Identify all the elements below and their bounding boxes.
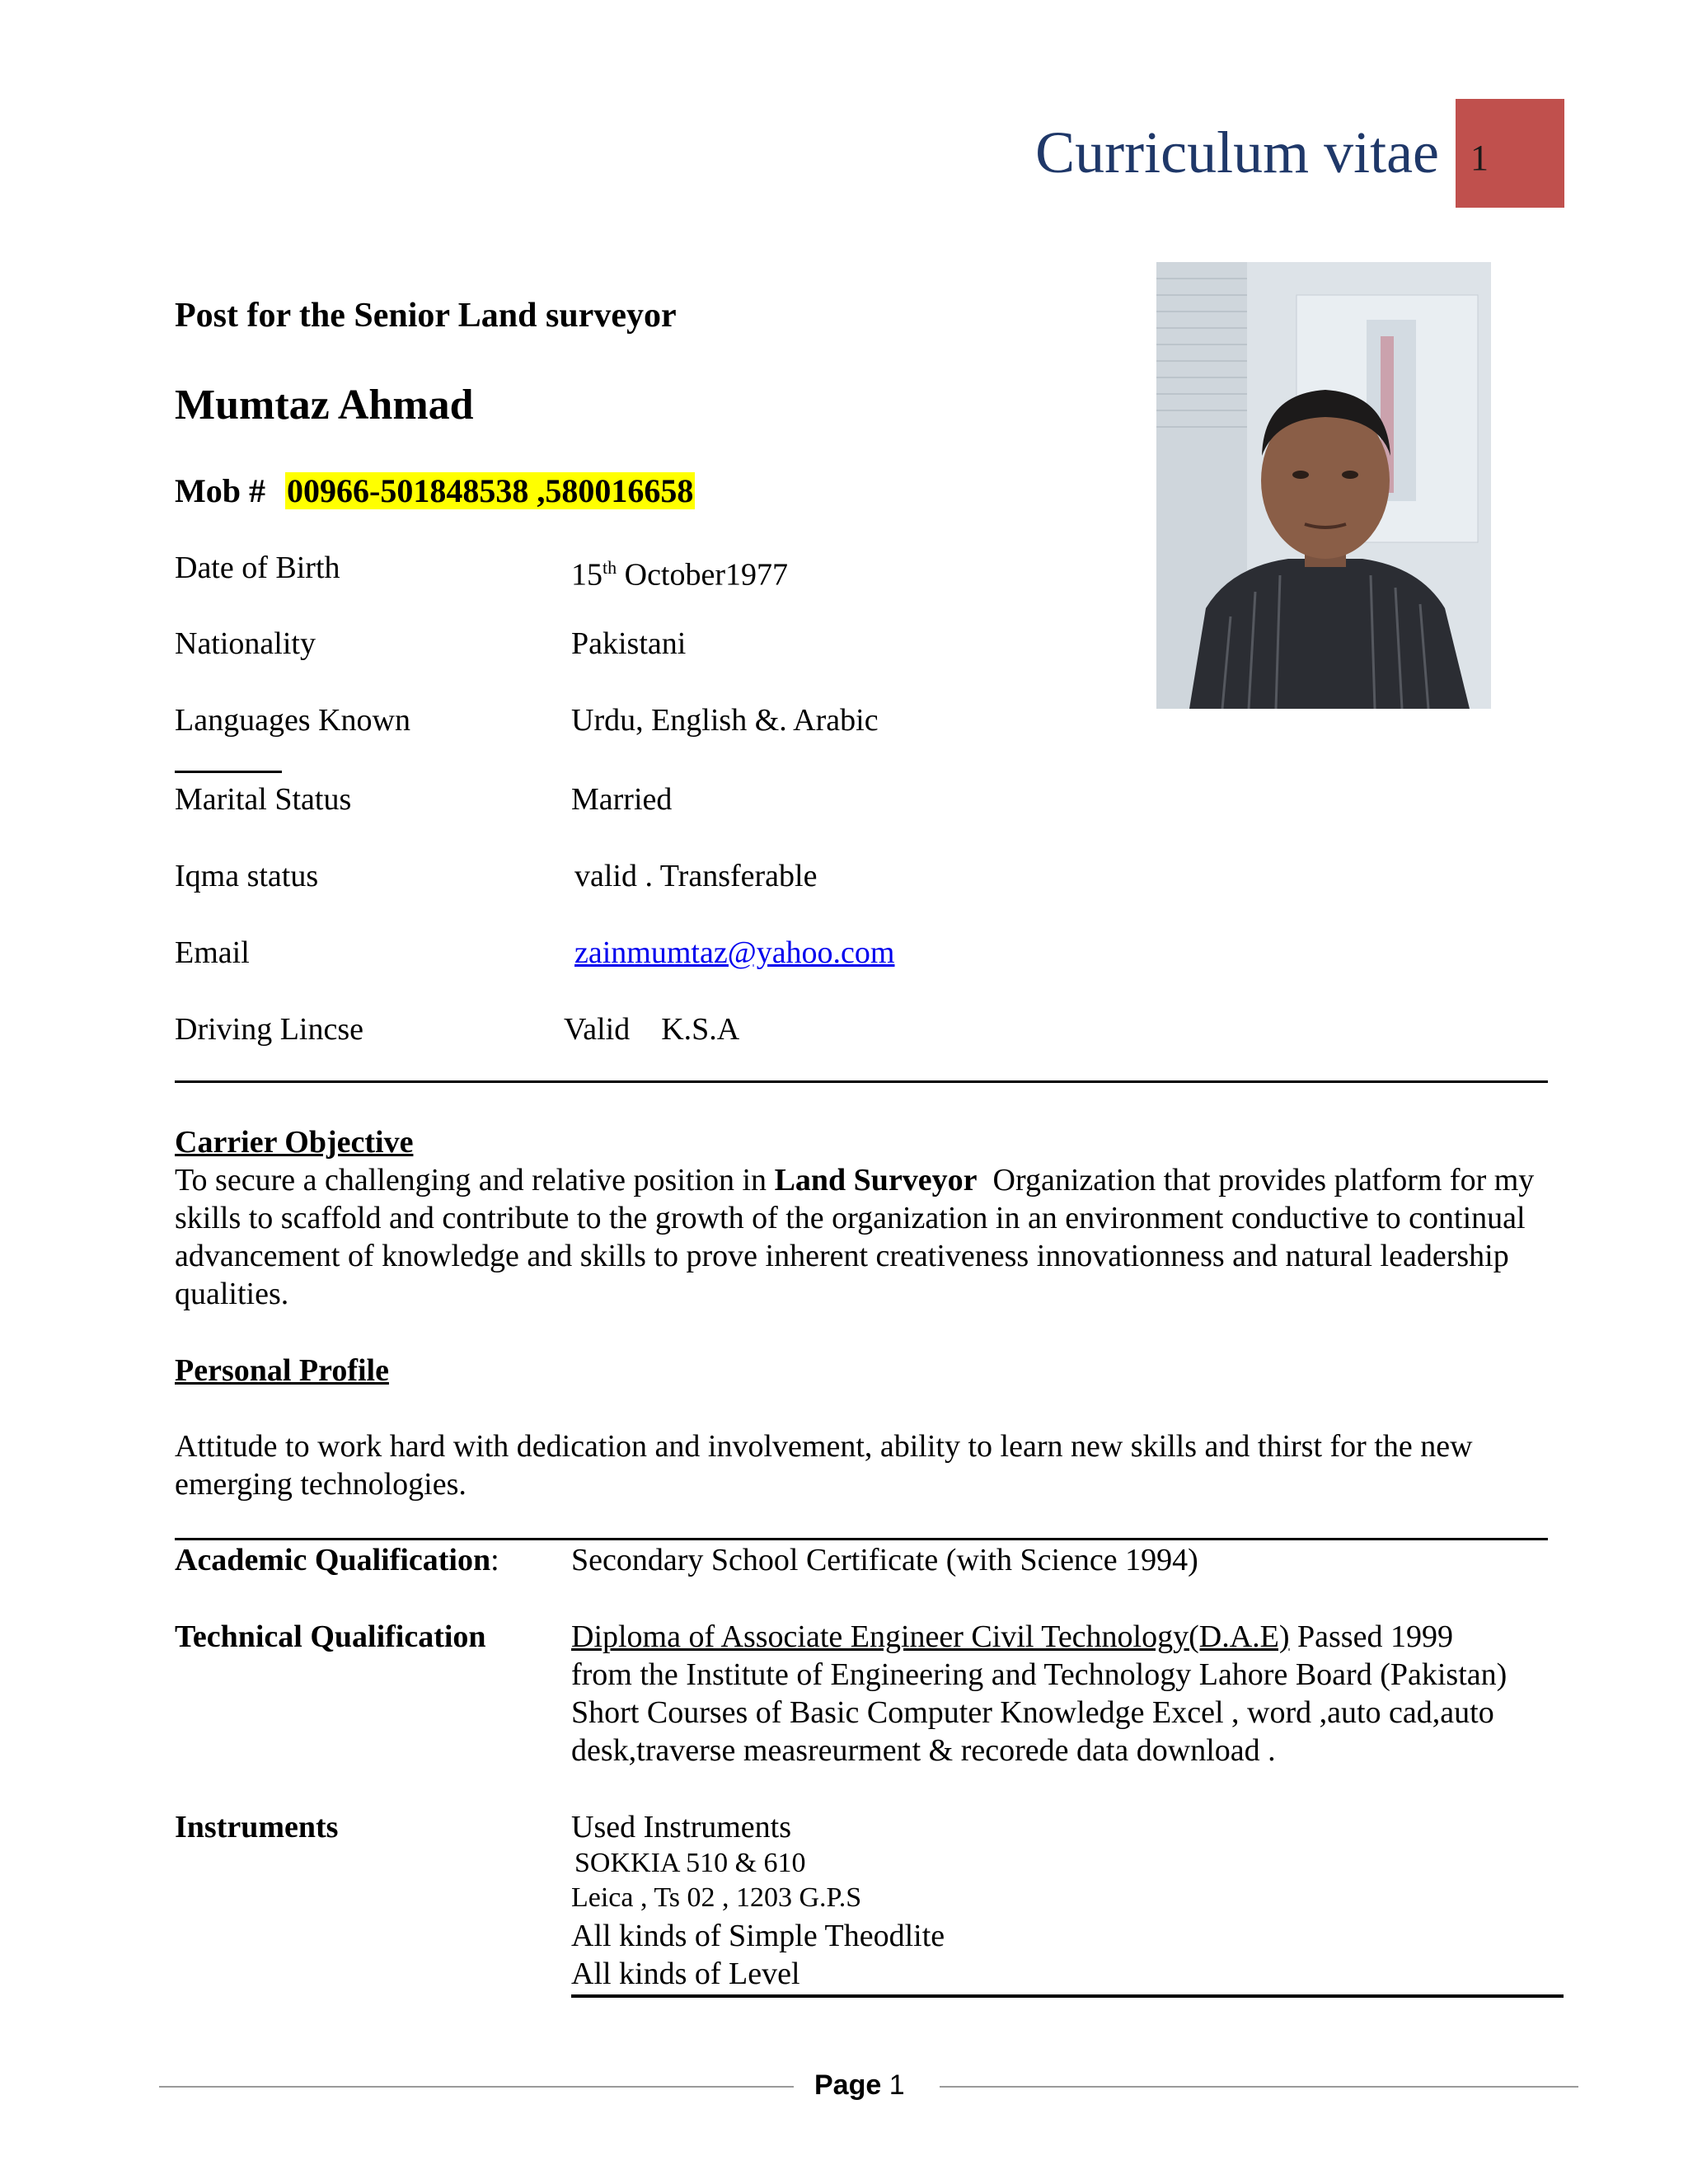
profile-heading: Personal Profile [175, 1353, 389, 1388]
qualification-divider [175, 1538, 1548, 1540]
email-label: Email [175, 935, 250, 970]
dob-label: Date of Birth [175, 551, 340, 585]
driving-label: Driving Lincse [175, 1012, 364, 1047]
mobile-label: Mob # [175, 472, 265, 509]
short-divider [175, 771, 282, 773]
marital-value: Married [571, 782, 673, 817]
dob-suffix: th [603, 557, 617, 578]
driving-value: Valid K.S.A [564, 1012, 740, 1047]
instrument-item: Leica , Ts 02 , 1203 G.P.S [571, 1882, 862, 1913]
academic-colon: : [490, 1543, 499, 1577]
languages-label: Languages Known [175, 703, 410, 738]
post-title: Post for the Senior Land surveyor [175, 297, 677, 335]
technical-line-4: desk,traverse measreurment & recorede data download . [571, 1733, 1276, 1768]
objective-text-bold: Land Surveyor [774, 1163, 978, 1197]
technical-line-1 [571, 1618, 1453, 1656]
footer-page-number: 1 [889, 2069, 905, 2101]
instrument-item: All kinds of Level [571, 1957, 800, 1991]
dob-month-year: October1977 [617, 557, 789, 593]
email-link[interactable]: zainmumtaz@yahoo.com [574, 935, 895, 970]
technical-line-3: Short Courses of Basic Computer Knowledge Excel , word ,auto cad,auto [571, 1695, 1494, 1730]
technical-label: Technical Qualification [175, 1619, 486, 1654]
objective-text-start: To secure a challenging and relative position in [175, 1163, 775, 1197]
nationality-label: Nationality [175, 626, 316, 661]
technical-line-2: from the Institute of Engineering and Technology Lahore Board (Pakistan) [571, 1657, 1507, 1692]
mobile-line [175, 471, 695, 511]
mobile-number: 00966-501848538 ,580016658 [287, 472, 694, 509]
iqma-label: Iqma status [175, 859, 319, 893]
nationality-value: Pakistani [571, 626, 687, 661]
academic-label-line [175, 1541, 499, 1579]
profile-photo [1156, 262, 1491, 709]
academic-value: Secondary School Certificate (with Science 1994) [571, 1543, 1198, 1577]
objective-heading: Carrier Objective [175, 1125, 414, 1160]
page-number-box-text: 1 [1470, 138, 1489, 178]
diploma-passed: Passed 1999 [1289, 1619, 1453, 1654]
instruments-divider [571, 1994, 1564, 1998]
dob-value [571, 549, 788, 594]
footer-page-word: Page [814, 2069, 882, 2101]
dob-day: 15 [571, 557, 603, 593]
marital-label: Marital Status [175, 782, 352, 817]
section-divider [175, 1080, 1548, 1083]
footer-page-label [814, 2067, 905, 2103]
instrument-item: SOKKIA 510 & 610 [574, 1848, 806, 1878]
instruments-label: Instruments [175, 1810, 339, 1844]
candidate-name: Mumtaz Ahmad [175, 382, 474, 429]
objective-text-end: Organization that provides platform for my skills to scaffold and contribute to the growth of the organization in an environment conductive to continual advancement of knowledge and skills to prove inherent creativeness innovationness and natural leadership qualities. [175, 1163, 1542, 1311]
document-title: Curriculum vitae [1035, 120, 1439, 185]
academic-label: Academic Qualification [175, 1543, 491, 1577]
footer-rule-right [940, 2086, 1578, 2088]
languages-value: Urdu, English &. Arabic [571, 703, 879, 738]
page-number-box [1456, 99, 1564, 208]
instrument-item: All kinds of Simple Theodlite [571, 1919, 945, 1953]
objective-text [175, 1161, 1576, 1313]
instruments-heading: Used Instruments [571, 1810, 792, 1844]
diploma-title: Diploma of Associate Engineer Civil Technology(D.A.E) [571, 1619, 1290, 1654]
iqma-value: valid . Transferable [574, 859, 818, 893]
profile-text: Attitude to work hard with dedication and involvement, ability to learn new skills and thirst for the new emerging technologies. [175, 1429, 1473, 1502]
footer-rule-left [159, 2086, 794, 2088]
